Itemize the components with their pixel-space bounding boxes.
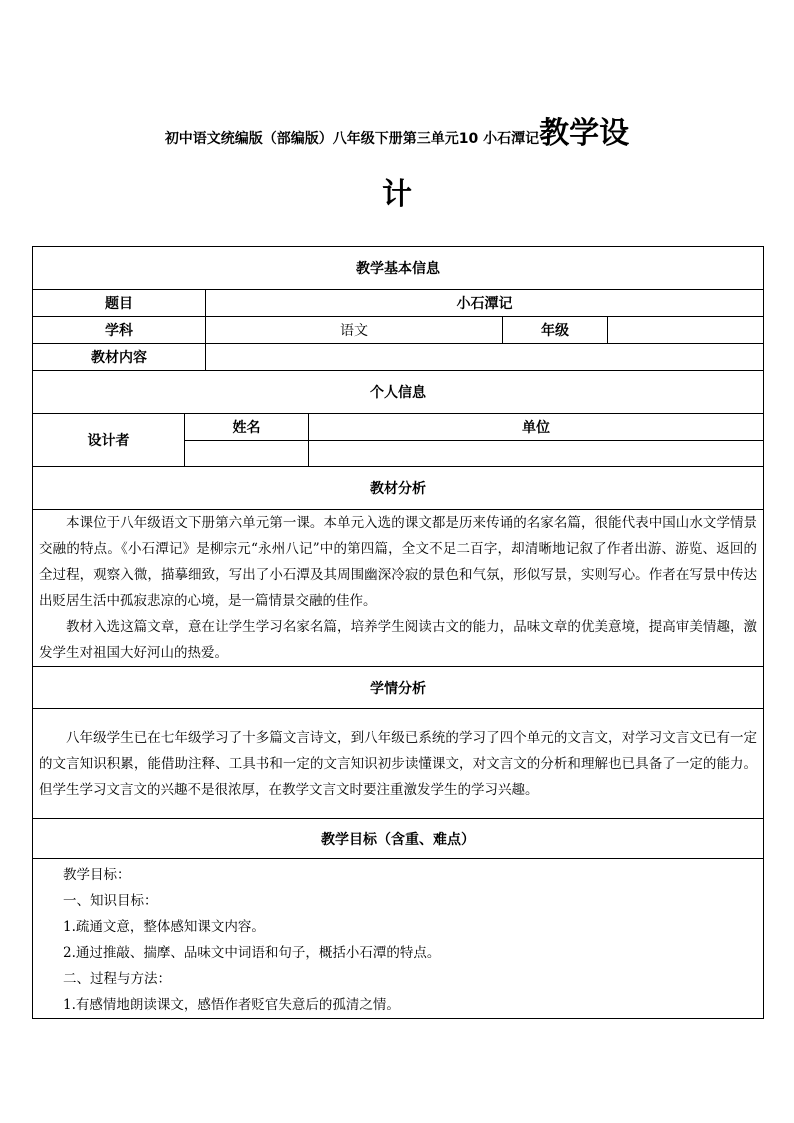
value-grade	[608, 317, 764, 344]
label-subject: 学科	[33, 317, 206, 344]
label-name: 姓名	[185, 414, 309, 441]
material-analysis-paragraph: 本课位于八年级语文下册第六单元第一课。本单元入选的课文都是历来传诵的名家名篇，很能代表中国山水文学情景交融的特点。《小石潭记》是柳宗元“永州八记”中的第四篇，全文不足二百字，却清晰地记叙了作者出游、游览、返回的全过程，观察入微，描摹细致，写出了小石潭及其周围幽深冷寂的景色和气氛，形似写景，实则写心。作者在写景中传达出贬居生活中孤寂悲凉的心境，是一篇情景交融的佳作。	[39, 515, 758, 609]
goal-line: 二、过程与方法：	[63, 971, 171, 987]
material-analysis-body	[33, 510, 764, 667]
document-title	[0, 112, 794, 215]
goal-line: 2.通过推敲、揣摩、品味文中词语和句子，概括小石潭的特点。	[63, 945, 441, 961]
student-analysis-body	[33, 709, 764, 819]
goal-line: 教学目标：	[63, 867, 131, 883]
title-subtitle: 初中语文统编版（部编版）八年级下册第三单元10 小石潭记	[164, 131, 540, 147]
goal-line: 1.有感情地朗读课文，感悟作者贬官失意后的孤清之情。	[63, 997, 400, 1013]
label-designer: 设计者	[33, 414, 185, 467]
student-analysis-paragraph: 八年级学生已在七年级学习了十多篇文言诗文，到八年级已系统的学习了四个单元的文言文，对学习文言文已有一定的文言知识积累，能借助注释、工具书和一定的文言知识初步读懂课文，对文言文的分析和理解也已具备了一定的能力。但学生学习文言文的兴趣不是很浓厚，在教学文言文时要注重激发学生的学习兴趣。	[39, 729, 758, 798]
value-title: 小石潭记	[206, 290, 764, 317]
title-main-part1: 教学设	[539, 116, 630, 151]
goal-line: 一、知识目标：	[63, 893, 158, 909]
value-subject: 语文	[206, 317, 503, 344]
value-name	[185, 441, 309, 467]
section-header-student-analysis: 学情分析	[33, 667, 764, 709]
material-analysis-paragraph: 教材入选这篇文章，意在让学生学习名家名篇，培养学生阅读古文的能力，品味文章的优美意境，提高审美情趣，激发学生对祖国大好河山的热爱。	[39, 619, 758, 661]
section-header-material-analysis: 教材分析	[33, 467, 764, 510]
value-material	[206, 344, 764, 371]
title-main-part2: 计	[382, 177, 412, 212]
label-material: 教材内容	[33, 344, 206, 371]
value-unit	[309, 441, 764, 467]
lesson-plan-table	[32, 246, 764, 1019]
section-header-goals: 教学目标（含重、难点）	[33, 819, 764, 859]
goals-list	[33, 862, 763, 1018]
section-header-basic-info: 教学基本信息	[33, 247, 764, 290]
goals-body	[33, 859, 764, 1019]
label-title: 题目	[33, 290, 206, 317]
label-unit: 单位	[309, 414, 764, 441]
section-header-personal-info: 个人信息	[33, 371, 764, 414]
label-grade: 年级	[503, 317, 608, 344]
goal-line: 1.疏通文意，整体感知课文内容。	[63, 919, 265, 935]
